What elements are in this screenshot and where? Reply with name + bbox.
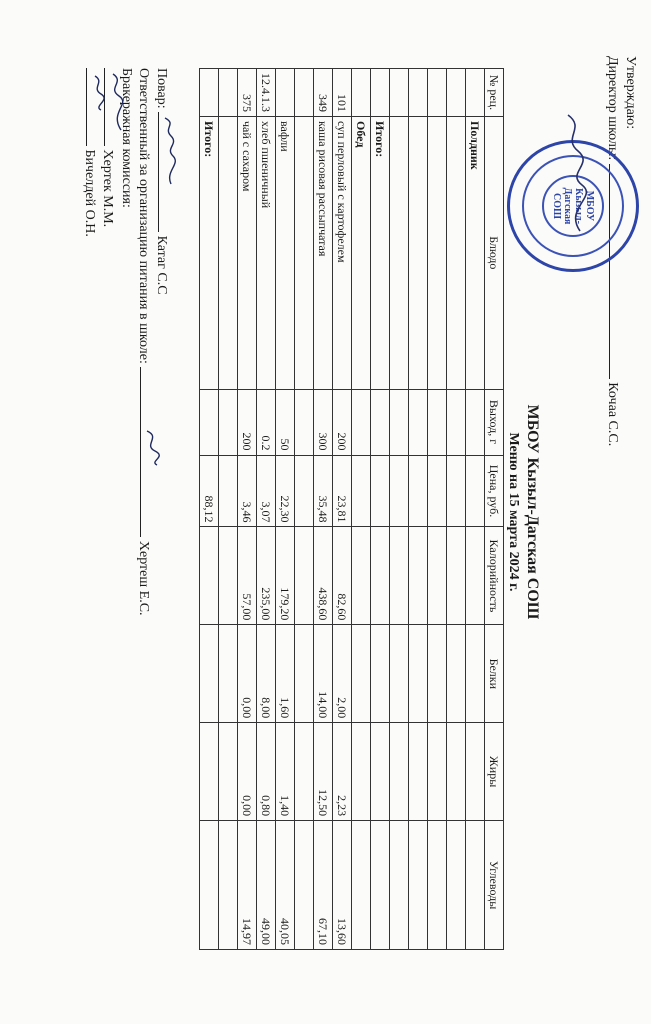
cell-protein: [219, 625, 238, 723]
cell-carbs: 13,60: [333, 821, 352, 950]
cell-recipe-number: [219, 69, 238, 117]
cell-recipe-number: [295, 69, 314, 117]
cell-dish-name: вафли: [276, 117, 295, 390]
cell-recipe-number: 375: [238, 69, 257, 117]
cell-calories: 82,60: [333, 527, 352, 625]
stamp-text: МБОУ Кызыл-Дагская СОШ: [551, 187, 595, 225]
cell-fat: [200, 723, 219, 821]
cell-yield: [409, 389, 428, 455]
header-col-recipe-number: № рец.: [485, 69, 504, 117]
cell-recipe-number: [200, 69, 219, 117]
cell-carbs: [295, 821, 314, 950]
cell-price: 22,30: [276, 455, 295, 527]
cell-fat: [428, 723, 447, 821]
cell-dish-name: каша рисовая рассыпчатая: [314, 117, 333, 390]
cell-fat: 1,40: [276, 723, 295, 821]
empty-row: [390, 69, 409, 950]
header-col-calories: Калорийность: [485, 527, 504, 625]
cell-yield: [447, 389, 466, 455]
cell-calories: [428, 527, 447, 625]
cell-protein: 14,00: [314, 625, 333, 723]
cell-protein: [352, 625, 371, 723]
cell-recipe-number: 12.4.1.3: [257, 69, 276, 117]
cell-dish-name: [428, 117, 447, 390]
cell-calories: [371, 527, 390, 625]
cell-carbs: 14,97: [238, 821, 257, 950]
cell-price: [428, 455, 447, 527]
cell-dish-name: чай с сахаром: [238, 117, 257, 390]
cell-price: [447, 455, 466, 527]
cell-carbs: [219, 821, 238, 950]
cell-calories: [390, 527, 409, 625]
cell-yield: [352, 389, 371, 455]
menu-table: [199, 68, 504, 950]
table-row: [238, 69, 257, 950]
cell-calories: 438,60: [314, 527, 333, 625]
cell-yield: 50: [276, 389, 295, 455]
cook-name: Катаг С.С: [154, 235, 169, 295]
cell-protein: [466, 625, 485, 723]
cell-yield: [371, 389, 390, 455]
responsible-name: Хертеш Е.С.: [136, 540, 151, 616]
table-row: [276, 69, 295, 950]
director-signature-scribble: [560, 113, 588, 233]
cell-dish-name: [295, 117, 314, 390]
cell-protein: 1,60: [276, 625, 295, 723]
cell-yield: [200, 389, 219, 455]
cook-row: [153, 68, 171, 616]
cell-carbs: 67,10: [314, 821, 333, 950]
cell-fat: [352, 723, 371, 821]
header-col-price: Цена, руб.: [485, 455, 504, 527]
cell-yield: 300: [314, 389, 333, 455]
cell-recipe-number: [390, 69, 409, 117]
cell-recipe-number: [466, 69, 485, 117]
cell-protein: 0,00: [238, 625, 257, 723]
cell-recipe-number: [428, 69, 447, 117]
cell-calories: [295, 527, 314, 625]
cell-calories: [409, 527, 428, 625]
total-row: [200, 69, 219, 950]
commission-label: Бракеражная комиссия:: [119, 68, 134, 208]
header-col-carbs: Углеводы: [485, 821, 504, 950]
cell-carbs: [371, 821, 390, 950]
signatures-block: [81, 68, 171, 616]
member2-signature: [89, 72, 107, 112]
responsible-label: Ответственный за организацию питания в школе:: [136, 68, 151, 364]
cell-yield: 200: [238, 389, 257, 455]
empty-row: [428, 69, 447, 950]
director-label: Директор школы:: [605, 56, 620, 161]
cell-recipe-number: [447, 69, 466, 117]
cell-recipe-number: [352, 69, 371, 117]
cell-dish-name: Итого:: [371, 117, 390, 390]
responsible-row: [135, 68, 153, 616]
cell-yield: [390, 389, 409, 455]
cell-fat: [295, 723, 314, 821]
empty-row: [409, 69, 428, 950]
cell-protein: [200, 625, 219, 723]
cell-calories: 179,20: [276, 527, 295, 625]
cook-signature: [161, 116, 179, 186]
table-body: [200, 69, 485, 950]
cell-price: [409, 455, 428, 527]
member1-name: Хертек М.М.: [100, 149, 115, 228]
cell-dish-name: [447, 117, 466, 390]
cell-protein: [428, 625, 447, 723]
cell-yield: 0.2: [257, 389, 276, 455]
cell-dish-name: Итого:: [200, 117, 219, 390]
cell-price: 88,12: [200, 455, 219, 527]
empty-row: [219, 69, 238, 950]
cell-carbs: [409, 821, 428, 950]
cook-signature-line: [158, 112, 171, 232]
cell-price: [371, 455, 390, 527]
cell-price: 3,07: [257, 455, 276, 527]
cell-protein: [409, 625, 428, 723]
cell-price: 3,46: [238, 455, 257, 527]
cell-fat: 12,50: [314, 723, 333, 821]
cook-label: Повар:: [154, 68, 169, 109]
cell-calories: 235,00: [257, 527, 276, 625]
empty-row: [447, 69, 466, 950]
member1-signature: [107, 72, 125, 132]
cell-dish-name: [219, 117, 238, 390]
member2-signature-line: [86, 68, 99, 146]
cell-carbs: [447, 821, 466, 950]
cell-yield: [428, 389, 447, 455]
cell-price: 35,48: [314, 455, 333, 527]
responsible-signature: [143, 427, 161, 467]
responsible-signature-line: [140, 367, 153, 537]
cell-calories: [466, 527, 485, 625]
cell-dish-name: [409, 117, 428, 390]
cell-fat: [390, 723, 409, 821]
header-col-fat: Жиры: [485, 723, 504, 821]
total-row: [371, 69, 390, 950]
table-row: [314, 69, 333, 950]
cell-carbs: 49,00: [257, 821, 276, 950]
cell-yield: 200: [333, 389, 352, 455]
cell-dish-name: Обед: [352, 117, 371, 390]
empty-row: [295, 69, 314, 950]
table-row: [333, 69, 352, 950]
cell-carbs: [352, 821, 371, 950]
cell-recipe-number: [409, 69, 428, 117]
cell-fat: 0,00: [238, 723, 257, 821]
cell-price: 23,81: [333, 455, 352, 527]
cell-protein: [447, 625, 466, 723]
cell-calories: [200, 527, 219, 625]
menu-date: Меню на 15 марта 2024 г.: [506, 432, 521, 592]
cell-protein: 8,00: [257, 625, 276, 723]
cell-price: [219, 455, 238, 527]
cell-fat: [219, 723, 238, 821]
cell-carbs: [200, 821, 219, 950]
cell-dish-name: хлеб пшеничный: [257, 117, 276, 390]
commission-row: [117, 68, 135, 616]
table-header-row: [485, 69, 504, 950]
cell-dish-name: Полдник: [466, 117, 485, 390]
cell-fat: 0,80: [257, 723, 276, 821]
cell-yield: [466, 389, 485, 455]
cell-protein: 2,00: [333, 625, 352, 723]
cell-price: [352, 455, 371, 527]
cell-fat: [447, 723, 466, 821]
cell-calories: 57,00: [238, 527, 257, 625]
member1-row: [99, 68, 117, 616]
school-title: МБОУ Кызыл-Дагская СОШ: [524, 404, 541, 620]
cell-recipe-number: [371, 69, 390, 117]
cell-carbs: [466, 821, 485, 950]
cell-recipe-number: 101: [333, 69, 352, 117]
header-col-yield: Выход, г: [485, 389, 504, 455]
cell-calories: [219, 527, 238, 625]
director-name: Кочаа С.С.: [605, 382, 620, 447]
cell-carbs: [390, 821, 409, 950]
cell-calories: [352, 527, 371, 625]
cell-carbs: 40,05: [276, 821, 295, 950]
cell-price: [295, 455, 314, 527]
cell-price: [390, 455, 409, 527]
header-col-protein: Белки: [485, 625, 504, 723]
cell-recipe-number: [276, 69, 295, 117]
approval-label: Утверждаю:: [623, 56, 638, 130]
cell-fat: 2,23: [333, 723, 352, 821]
cell-fat: [409, 723, 428, 821]
cell-fat: [371, 723, 390, 821]
member2-name: Бичелдей О.Н.: [82, 149, 97, 237]
table-row: [257, 69, 276, 950]
cell-recipe-number: 349: [314, 69, 333, 117]
member2-row: [81, 68, 99, 616]
cell-fat: [466, 723, 485, 821]
cell-yield: [295, 389, 314, 455]
cell-protein: [390, 625, 409, 723]
section-row: [466, 69, 485, 950]
cell-yield: [219, 389, 238, 455]
cell-carbs: [428, 821, 447, 950]
section-row: [352, 69, 371, 950]
cell-dish-name: [390, 117, 409, 390]
header-col-dish: Блюдо: [485, 117, 504, 390]
cell-dish-name: суп перловый с картофелем: [333, 117, 352, 390]
cell-protein: [295, 625, 314, 723]
cell-price: [466, 455, 485, 527]
cell-protein: [371, 625, 390, 723]
cell-calories: [447, 527, 466, 625]
